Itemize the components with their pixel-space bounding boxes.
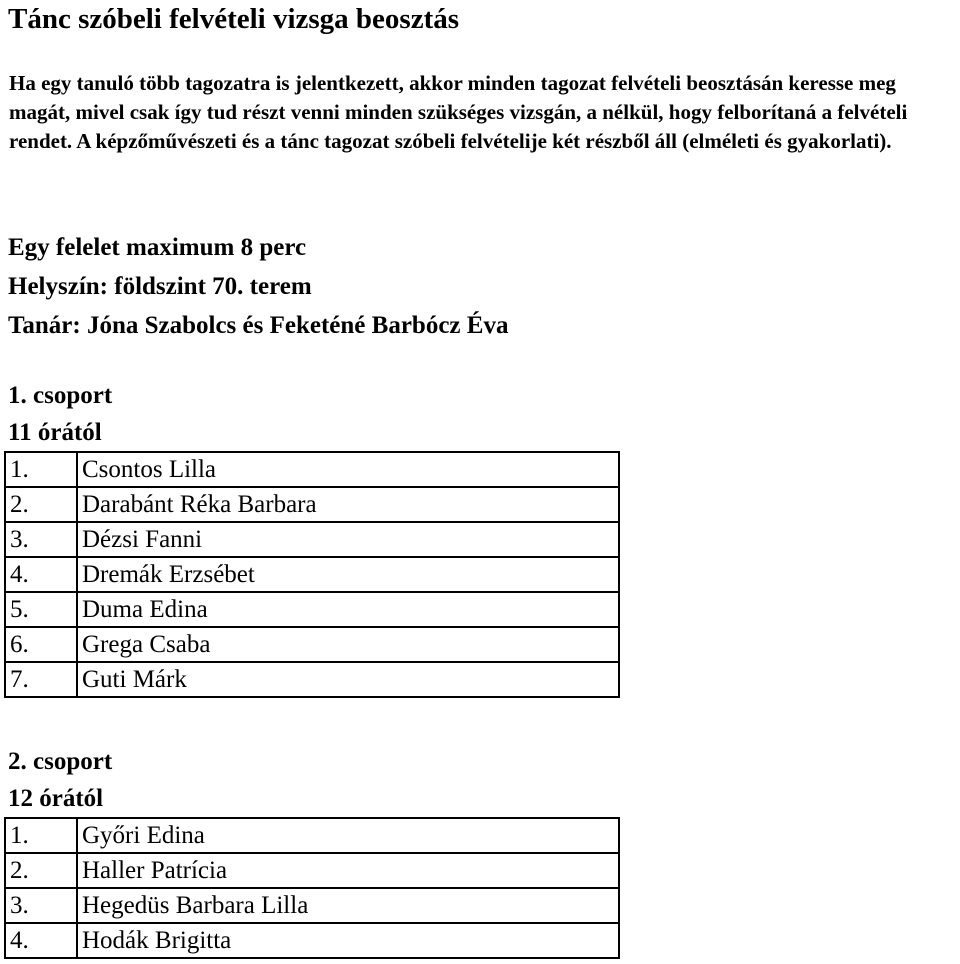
student-name: Hegedüs Barbara Lilla (77, 888, 619, 923)
table-row (5, 818, 619, 853)
student-number: 4. (5, 923, 77, 958)
group-1-roster-table (4, 451, 620, 698)
group-1-time: 11 órától (8, 419, 102, 446)
student-number: 3. (5, 888, 77, 923)
student-name: Haller Patrícia (77, 853, 619, 888)
table-row (5, 592, 619, 627)
group-2-roster-table (4, 817, 620, 959)
table-row (5, 557, 619, 592)
student-number: 1. (5, 818, 77, 853)
page-title: Tánc szóbeli felvételi vizsga beosztás (8, 3, 460, 35)
student-name: Dremák Erzsébet (77, 557, 619, 592)
table-row (5, 452, 619, 487)
group-1-name: 1. csoport (8, 382, 113, 409)
teachers-info: Tanár: Jóna Szabolcs és Feketéné Barbócz Éva (8, 312, 509, 339)
student-number: 2. (5, 853, 77, 888)
student-name: Csontos Lilla (77, 452, 619, 487)
student-number: 1. (5, 452, 77, 487)
student-number: 7. (5, 662, 77, 697)
student-name: Dézsi Fanni (77, 522, 619, 557)
student-name: Győri Edina (77, 818, 619, 853)
table-row (5, 888, 619, 923)
table-row (5, 627, 619, 662)
student-number: 6. (5, 627, 77, 662)
student-name: Guti Márk (77, 662, 619, 697)
student-name: Darabánt Réka Barbara (77, 487, 619, 522)
group-2-time: 12 órától (8, 785, 104, 812)
table-row (5, 662, 619, 697)
student-name: Grega Csaba (77, 627, 619, 662)
table-row (5, 853, 619, 888)
group-2-name: 2. csoport (8, 748, 113, 775)
student-number: 2. (5, 487, 77, 522)
table-row (5, 487, 619, 522)
student-number: 3. (5, 522, 77, 557)
duration-info: Egy felelet maximum 8 perc (8, 234, 307, 261)
student-name: Hodák Brigitta (77, 923, 619, 958)
table-row (5, 522, 619, 557)
student-name: Duma Edina (77, 592, 619, 627)
student-number: 4. (5, 557, 77, 592)
location-info: Helyszín: földszint 70. terem (8, 273, 312, 300)
table-row (5, 923, 619, 958)
student-number: 5. (5, 592, 77, 627)
intro-paragraph: Ha egy tanuló több tagozatra is jelentkezett, akkor minden tagozat felvételi beosztásán keresse meg magát, mivel csak így tud részt venni minden szükséges vizsgán, a nélkül, hogy felborítaná a felvételi rendet. A képzőművészeti és a tánc tagozat szóbeli felvételije két részből áll (elméleti és gyakorlati). (9, 71, 908, 153)
